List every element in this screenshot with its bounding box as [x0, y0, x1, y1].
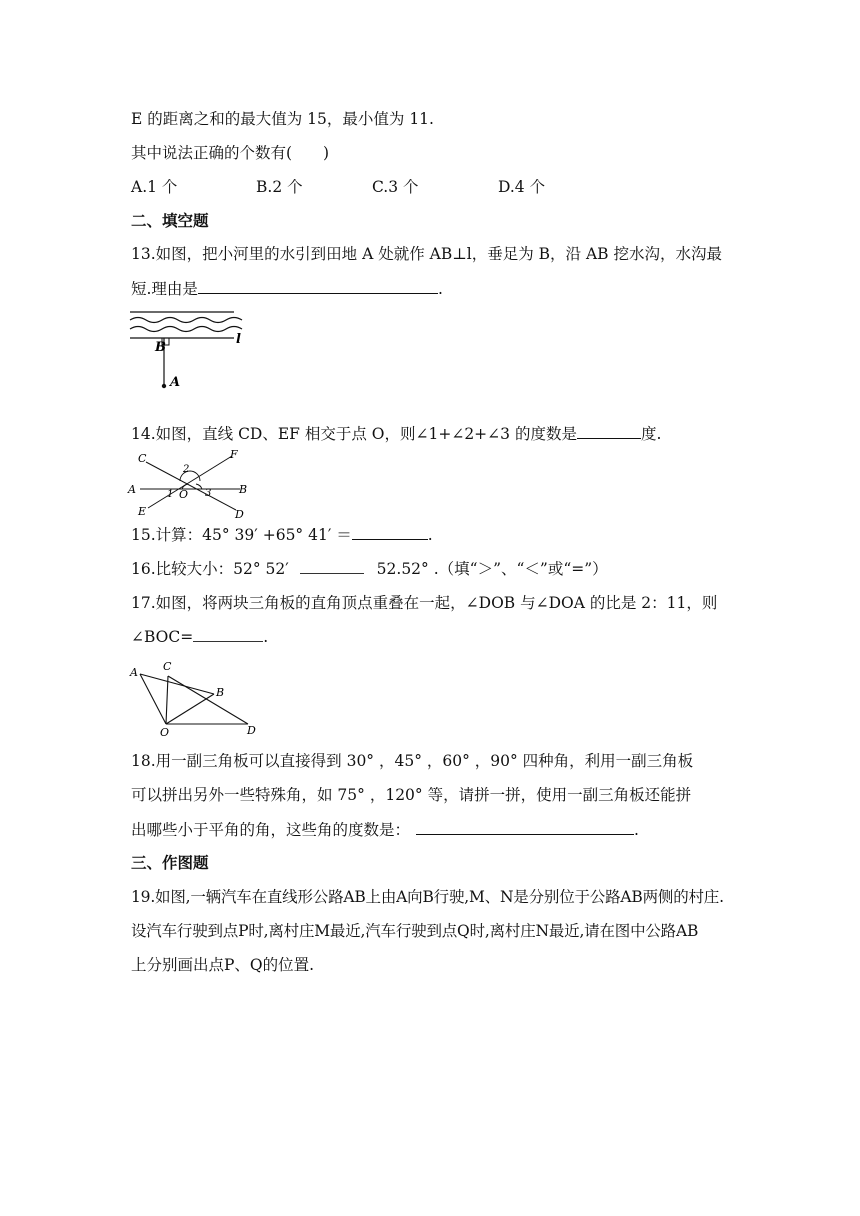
q14-label-2: 2 [183, 464, 190, 475]
q17-triangles-figure [126, 658, 266, 740]
section-fill-in-title: 二、填空题 [131, 212, 209, 230]
q16-answer-blank[interactable] [300, 559, 364, 574]
q13-river-figure [126, 306, 256, 396]
q13-line2-prefix: 短.理由是 [131, 280, 198, 298]
q17-line1: 17.如图，将两块三角板的直角顶点重叠在一起，∠DOB 与∠DOA 的比是 2：11，则 [131, 594, 718, 612]
q17-label-a: A [130, 666, 138, 679]
q13-label-l: l [236, 332, 241, 347]
q14-label-f: F [230, 448, 238, 461]
q17-line2 [131, 626, 268, 648]
q15-line [131, 523, 433, 546]
q13-line2 [131, 277, 443, 300]
q15-suffix: . [427, 526, 433, 544]
option-a: A.1 个 [131, 178, 178, 196]
q13-answer-blank[interactable] [198, 277, 438, 294]
q18-answer-blank[interactable] [416, 818, 634, 835]
q18-line2: 可以拼出另外一些特殊角，如 75° ，120° 等，请拼一拼，使用一副三角板还能拼 [131, 786, 692, 804]
q15-answer-blank[interactable] [352, 523, 428, 540]
q14-suffix: 度. [640, 425, 662, 443]
q14-line [131, 422, 661, 445]
q17-line2-prefix: ∠BOC= [131, 628, 194, 646]
q13-label-b: B [155, 340, 166, 355]
q12-tail: E 的距离之和的最大值为 15，最小值为 11. [131, 110, 434, 128]
q16-suffix: 52.52° .（填“＞”、“＜”或“=”） [376, 560, 608, 578]
q19-line2: 设汽车行驶到点P时,离村庄M最近,汽车行驶到点Q时,离村庄N最近,请在图中公路AB [131, 922, 699, 940]
option-c: C.3 个 [372, 178, 419, 196]
q14-label-d: D [235, 508, 244, 520]
option-b: B.2 个 [256, 178, 303, 196]
q14-label-c: C [138, 452, 147, 465]
q18-line3 [131, 818, 639, 841]
q14-label-b: B [239, 483, 248, 496]
q16-prefix: 16.比较大小：52° 52′ [131, 560, 289, 578]
q18-line3-suffix: . [634, 821, 639, 839]
q16-line [131, 558, 608, 580]
q17-label-c: C [163, 660, 172, 673]
q18-line3-prefix: 出哪些小于平角的角，这些角的度数是： [131, 821, 411, 839]
q17-answer-blank[interactable] [193, 627, 263, 642]
q17-label-d: D [247, 724, 256, 737]
q12-question: 其中说法正确的个数有( ) [131, 144, 330, 162]
q14-lines-figure [126, 448, 256, 520]
q15-prefix: 15.计算：45° 39′ +65° 41′ ＝ [131, 526, 352, 544]
q14-prefix: 14.如图，直线 CD、EF 相交于点 O，则∠1+∠2+∠3 的度数是 [131, 425, 577, 443]
q14-label-a: A [128, 483, 136, 496]
q14-answer-blank[interactable] [577, 422, 641, 439]
q19-line3: 上分别画出点P、Q的位置. [131, 956, 315, 974]
q17-label-b: B [216, 686, 225, 699]
q19-line1: 19.如图,一辆汽车在直线形公路AB上由A向B行驶,M、N是分别位于公路AB两侧的村庄. [131, 888, 724, 906]
q14-label-1: 1 [167, 489, 174, 500]
q14-label-e: E [138, 505, 147, 518]
q14-label-3: 3 [205, 488, 212, 499]
q17-label-o: O [160, 726, 170, 739]
section-drawing-title: 三、作图题 [131, 854, 209, 872]
option-d: D.4 个 [498, 178, 546, 196]
q14-label-o: O [179, 488, 189, 501]
q18-line1: 18.用一副三角板可以直接得到 30° ，45° ，60° ，90° 四种角，利用一副三角板 [131, 752, 694, 770]
q13-line2-suffix: . [437, 280, 443, 298]
q13-line1: 13.如图，把小河里的水引到田地 A 处就作 AB⊥l，垂足为 B，沿 AB 挖水沟，水沟最 [131, 245, 723, 263]
q17-line2-suffix: . [263, 628, 269, 646]
q13-label-a: A [170, 375, 181, 390]
